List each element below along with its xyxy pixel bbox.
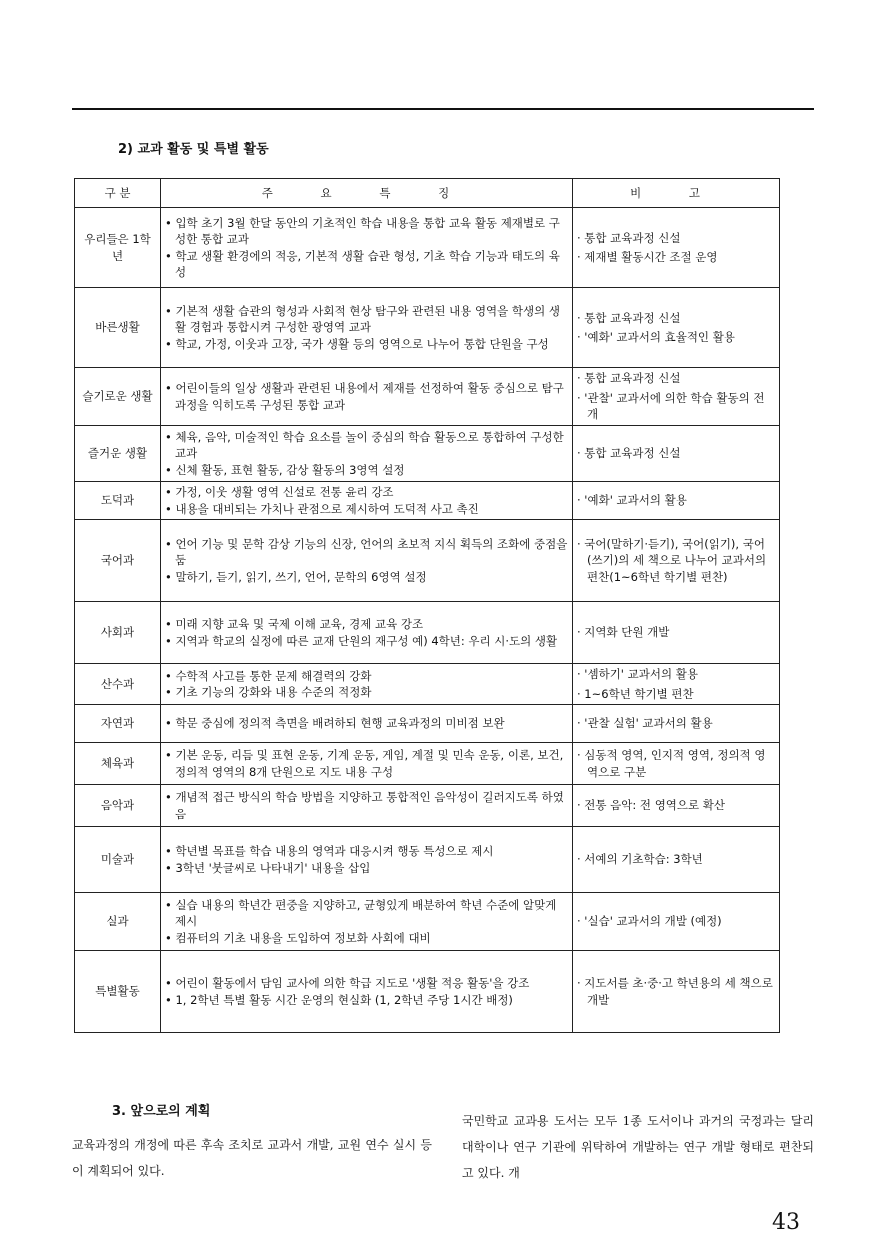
note-item: · 1~6학년 학기별 편찬 (577, 686, 694, 701)
chapter-heading: 3. 앞으로의 계획 (112, 1104, 211, 1119)
row-notes (573, 705, 780, 743)
row-category: 음악과 (75, 785, 161, 827)
header-features: 주 요 특 징 (161, 179, 573, 208)
row-features (161, 208, 573, 288)
feature-item: • 신체 활동, 표현 활동, 감상 활동의 3영역 설정 (165, 462, 405, 477)
section-heading: 2) 교과 활동 및 특별 활동 (118, 142, 269, 157)
row-notes (573, 893, 780, 951)
table-row (75, 426, 780, 482)
row-category: 특별활동 (75, 951, 161, 1033)
row-features (161, 426, 573, 482)
feature-item: • 개념적 접근 방식의 학습 방법을 지양하고 통합적인 음악성이 길러지도록 하였음 (165, 790, 564, 821)
row-features (161, 664, 573, 705)
row-category: 산수과 (75, 664, 161, 705)
feature-item: • 기초 기능의 강화와 내용 수준의 적정화 (165, 685, 372, 699)
body-paragraph-right: 국민학교 교과용 도서는 모두 1종 도서이나 과거의 국정과는 달리 대학이나 연구 기관에 위탁하여 개발하는 연구 개발 형태로 편찬되고 있다. 개 (462, 1114, 814, 1180)
note-item: · 전통 음악: 전 영역으로 확산 (577, 798, 726, 813)
feature-item: • 1, 2학년 특별 활동 시간 운영의 현실화 (1, 2학년 주당 1시간 배정) (165, 992, 513, 1007)
row-category: 자연과 (75, 705, 161, 743)
row-features (161, 602, 573, 664)
feature-item: • 수학적 사고를 통한 문제 해결력의 강화 (165, 668, 372, 683)
header-notes: 비 고 (573, 179, 780, 208)
feature-item: • 학교 생활 환경에의 적응, 기본적 생활 습관 형성, 기초 학습 기능과 태도의 육성 (165, 248, 560, 279)
note-item: · '예화' 교과서의 활용 (577, 493, 687, 508)
feature-item: • 학년별 목표를 학습 내용의 영역과 대응시켜 행동 특성으로 제시 (165, 844, 494, 858)
table-row (75, 208, 780, 288)
table-row (75, 827, 780, 893)
table-row (75, 705, 780, 743)
note-item: · 지도서를 초·중·고 학년용의 세 책으로 개발 (577, 976, 773, 1007)
note-item: · 심동적 영역, 인지적 영역, 정의적 영역으로 구분 (577, 748, 766, 779)
row-category: 바른생활 (75, 288, 161, 368)
row-category: 우리들은 1학년 (75, 208, 161, 288)
row-notes (573, 482, 780, 520)
feature-item: • 학문 중심에 정의적 측면을 배려하되 현행 교육과정의 미비점 보완 (165, 716, 505, 731)
row-category: 실과 (75, 893, 161, 951)
feature-item: • 3학년 '붓글씨로 나타내기' 내용을 삽입 (165, 860, 371, 875)
row-category: 사회과 (75, 602, 161, 664)
feature-item: • 기본적 생활 습관의 형성과 사회적 현상 탐구와 관련된 내용 영역을 학생의 생활 경험과 통합시켜 구성한 광영역 교과 (165, 303, 561, 335)
row-features (161, 705, 573, 743)
row-features (161, 743, 573, 785)
page-number: 43 (772, 1210, 800, 1235)
row-features (161, 893, 573, 951)
note-item: · '관찰' 교과서에 의한 학습 활동의 전개 (577, 390, 765, 422)
note-item: · '예화' 교과서의 효율적인 활용 (577, 330, 735, 344)
table-row (75, 951, 780, 1033)
note-item: · '관찰 실험' 교과서의 활용 (577, 716, 713, 731)
feature-item: • 입학 초기 3월 한달 동안의 기초적인 학습 내용을 통합 교육 활동 제재별로 구성한 통합 교과 (165, 215, 560, 246)
note-item: · 통합 교육과정 신설 (577, 230, 681, 245)
row-notes (573, 288, 780, 368)
feature-item: • 내용을 대비되는 가치나 관점으로 제시하여 도덕적 사고 촉진 (165, 501, 479, 516)
row-category: 미술과 (75, 827, 161, 893)
note-item: · 지역화 단원 개발 (577, 625, 670, 640)
body-paragraph-left: 교육과정의 개정에 따른 후속 조치로 교과서 개발, 교원 연수 실시 등이 계획되어 있다. (72, 1138, 432, 1178)
feature-item: • 어린이 활동에서 담임 교사에 의한 학급 지도로 '생활 적응 활동'을 강조 (165, 976, 530, 990)
feature-item: • 가정, 이웃 생활 영역 신설로 전통 윤리 강조 (165, 485, 394, 499)
feature-item: • 어린이들의 일상 생활과 관련된 내용에서 제재를 선정하여 활동 중심으로 탐구 과정을 익히도록 구성된 통합 교과 (165, 381, 564, 412)
table-row (75, 664, 780, 705)
row-features (161, 827, 573, 893)
table-row (75, 743, 780, 785)
row-notes (573, 664, 780, 705)
row-category: 도덕과 (75, 482, 161, 520)
feature-item: • 언어 기능 및 문학 감상 기능의 신장, 언어의 초보적 지식 획득의 조화에 중점을 둠 (165, 536, 568, 568)
header-category: 구 분 (75, 179, 161, 208)
row-category: 즐거운 생활 (75, 426, 161, 482)
feature-item: • 미래 지향 교육 및 국제 이해 교육, 경제 교육 강조 (165, 617, 424, 631)
feature-item: • 기본 운동, 리듬 및 표현 운동, 기계 운동, 게임, 계절 및 민속 운동, 이론, 보건, 정의적 영역의 8개 단원으로 지도 내용 구성 (165, 748, 564, 779)
row-features (161, 951, 573, 1033)
row-notes (573, 951, 780, 1033)
feature-item: • 실습 내용의 학년간 편중을 지양하고, 균형있게 배분하여 학년 수준에 알맞게 제시 (165, 897, 557, 929)
row-notes (573, 602, 780, 664)
feature-item: • 컴퓨터의 기초 내용을 도입하여 정보화 사회에 대비 (165, 930, 431, 945)
table-row (75, 893, 780, 951)
table-row (75, 368, 780, 426)
row-notes (573, 426, 780, 482)
note-item: · 통합 교육과정 신설 (577, 371, 681, 386)
feature-item: • 말하기, 듣기, 읽기, 쓰기, 언어, 문학의 6영역 설정 (165, 569, 427, 584)
table-row (75, 602, 780, 664)
feature-item: • 체육, 음악, 미술적인 학습 요소를 놀이 중심의 학습 활동으로 통합하여 구성한 교과 (165, 429, 564, 461)
row-features (161, 785, 573, 827)
top-rule (72, 108, 814, 110)
table-header-row (75, 179, 780, 208)
row-features (161, 288, 573, 368)
note-item: · 국어(말하기·듣기), 국어(읽기), 국어(쓰기)의 세 책으로 나누어 교과서의 편찬(1~6학년 학기별 편찬) (577, 536, 767, 584)
note-item: · 제재별 활동시간 조절 운영 (577, 250, 718, 264)
table-row (75, 785, 780, 827)
note-item: · '셈하기' 교과서의 활용 (577, 667, 698, 681)
curriculum-table (74, 178, 780, 1033)
table-row (75, 288, 780, 368)
row-notes (573, 827, 780, 893)
note-item: · 서예의 기초학습: 3학년 (577, 852, 703, 867)
row-notes (573, 368, 780, 426)
feature-item: • 학교, 가정, 이웃과 고장, 국가 생활 등의 영역으로 나누어 통합 단원을 구성 (165, 336, 549, 351)
table-row (75, 520, 780, 602)
note-item: · 통합 교육과정 신설 (577, 446, 681, 461)
note-item: · 통합 교육과정 신설 (577, 310, 681, 325)
table-row (75, 482, 780, 520)
row-category: 국어과 (75, 520, 161, 602)
row-notes (573, 785, 780, 827)
row-features (161, 482, 573, 520)
row-category: 슬기로운 생활 (75, 368, 161, 426)
row-notes (573, 208, 780, 288)
row-features (161, 368, 573, 426)
row-features (161, 520, 573, 602)
row-category: 체육과 (75, 743, 161, 785)
note-item: · '실습' 교과서의 개발 (예정) (577, 914, 722, 929)
table-body (75, 208, 780, 1033)
feature-item: • 지역과 학교의 실정에 따른 교재 단원의 재구성 예) 4학년: 우리 시·도의 생활 (165, 633, 558, 648)
row-notes (573, 520, 780, 602)
row-notes (573, 743, 780, 785)
